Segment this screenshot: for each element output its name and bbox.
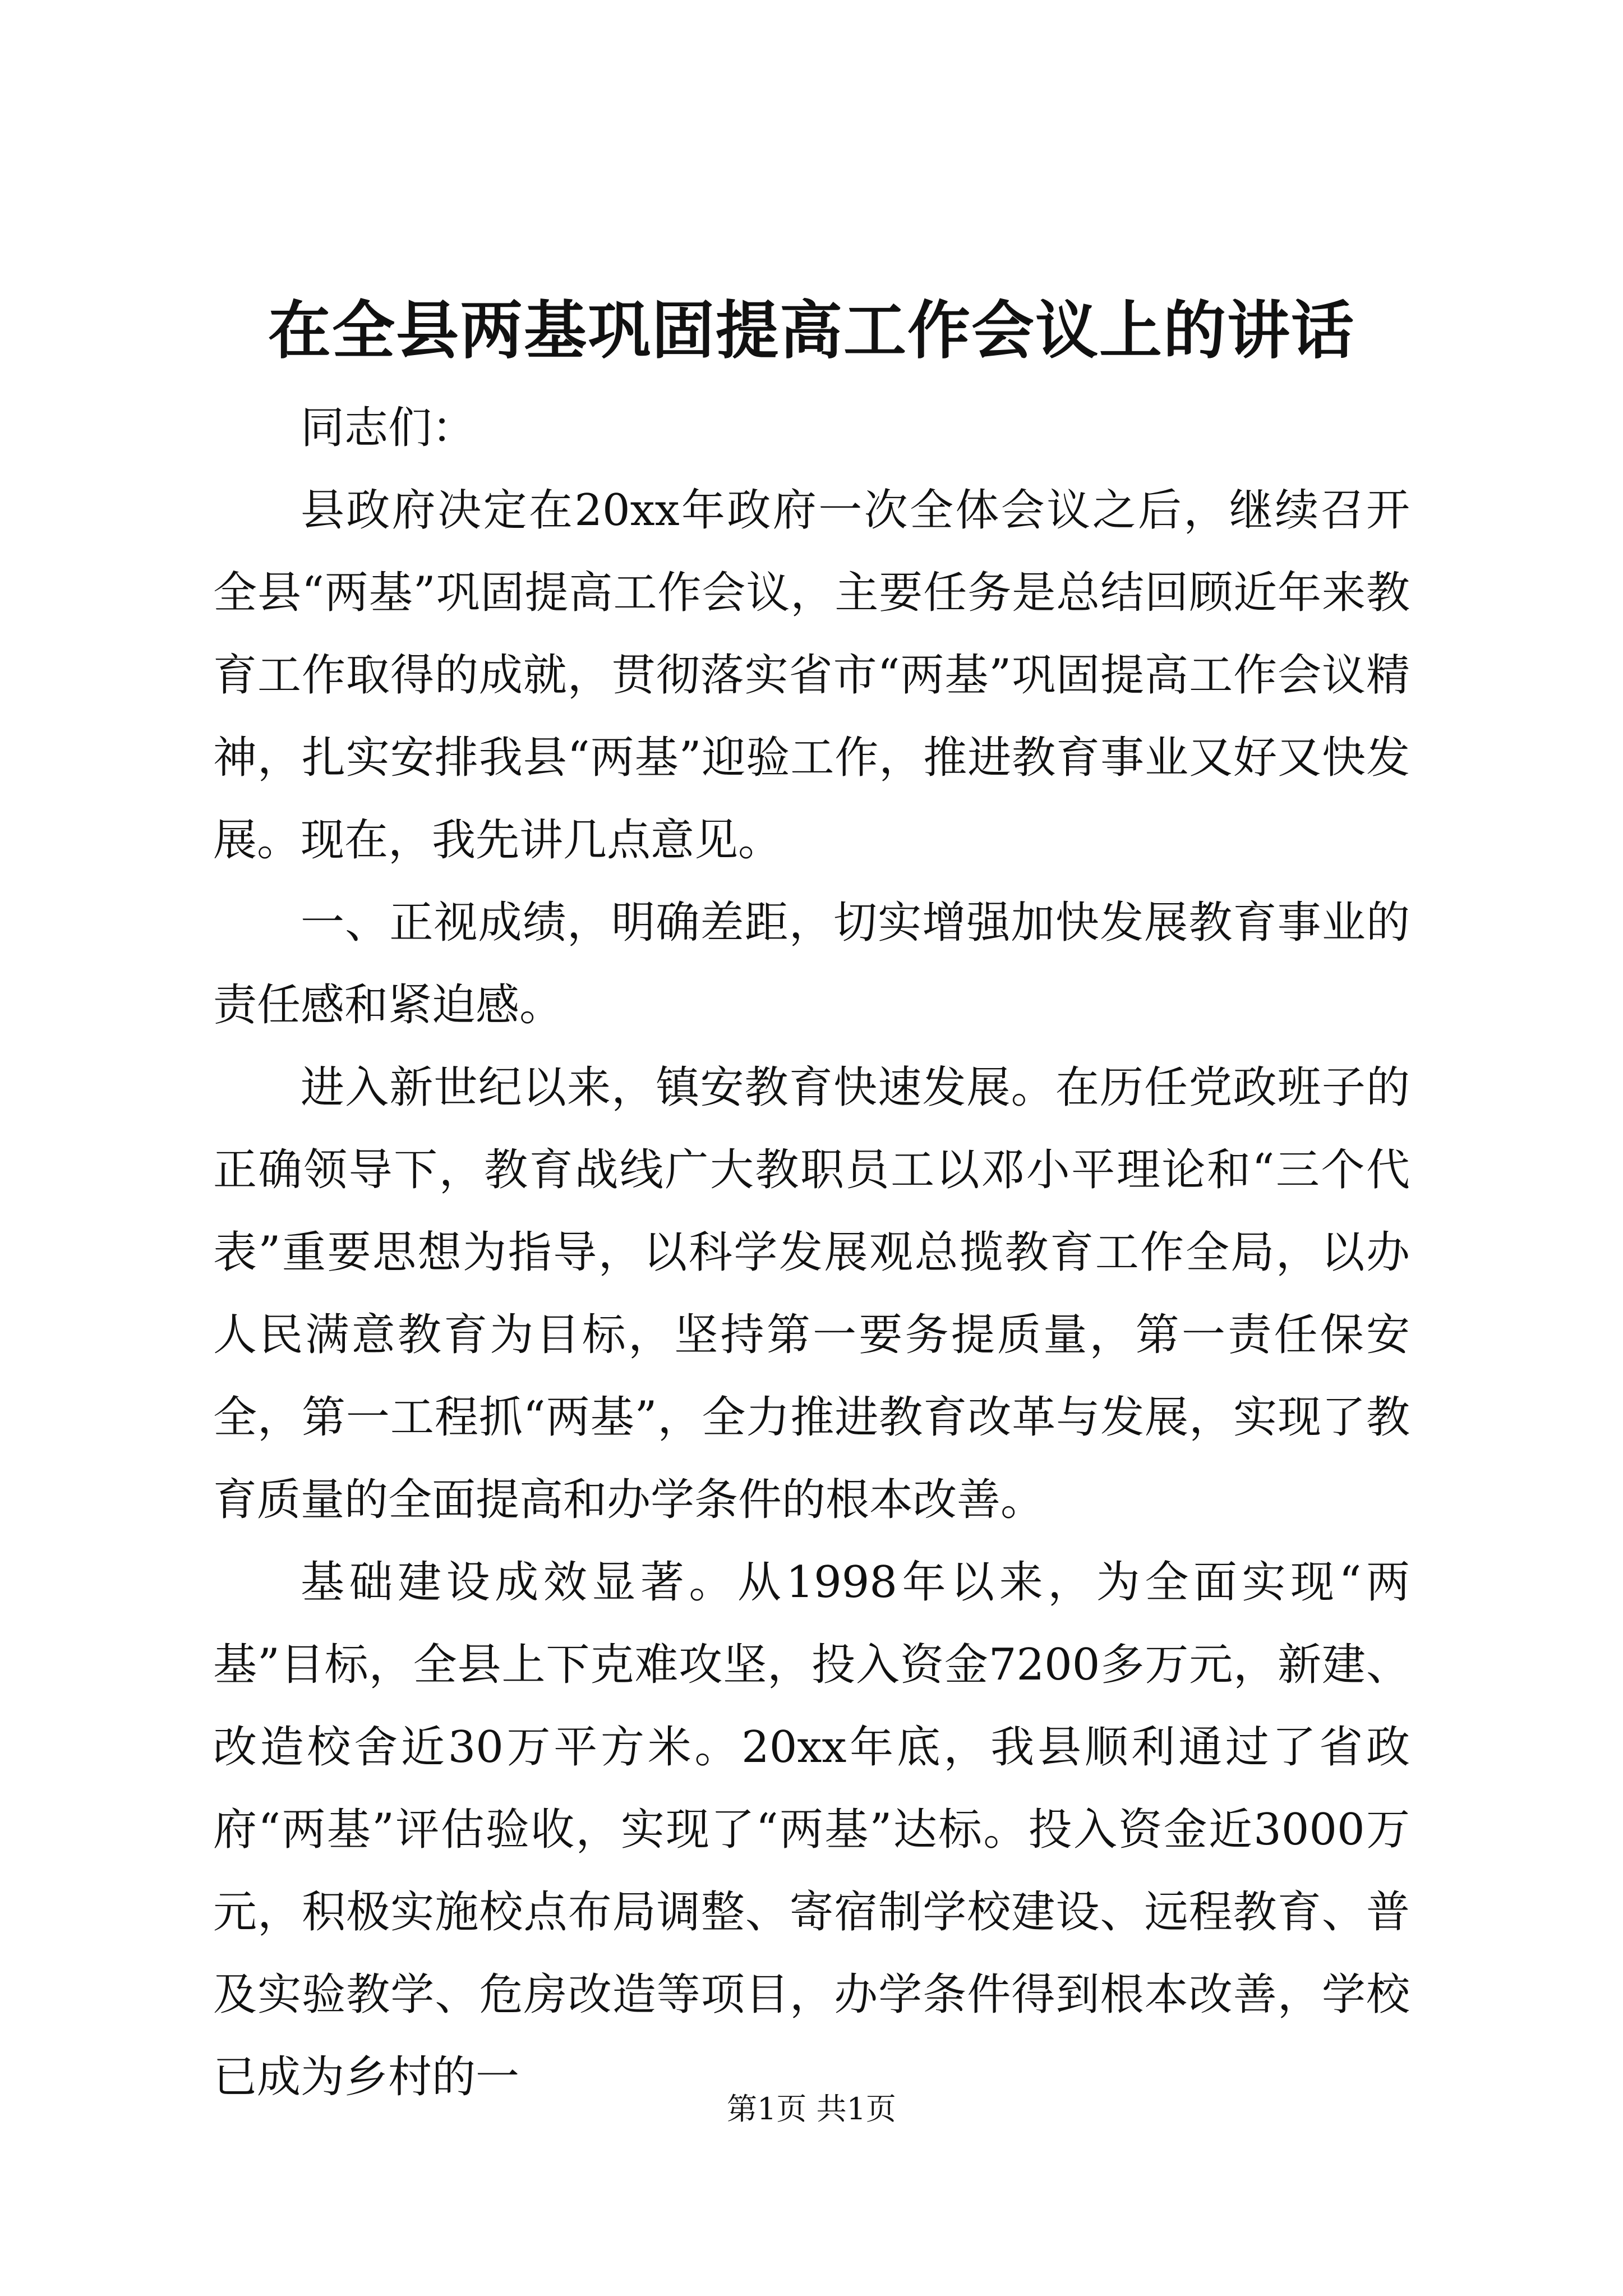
intro-paragraph: 县政府决定在20xx年政府一次全体会议之后，继续召开全县“两基”巩固提高工作会议，主要任务是总结回顾近年来教育工作取得的成就，贯彻落实省市“两基”巩固提高工作会议精神，扎实安排我县“两基”迎验工作，推进教育事业又好又快发展。现在，我先讲几点意见。	[213, 485, 1410, 866]
document-title: 在全县两基巩固提高工作会议上的讲话	[268, 294, 1355, 367]
infrastructure-paragraph: 基础建设成效显著。从1998年以来，为全面实现“两基”目标，全县上下克难攻坚，投入资金7200多万元，新建、改造校舍近30万平方米。20xx年底，我县顺利通过了省政府“两基”评估验收，实现了“两基”达标。投入资金近3000万元，积极实施校点布局调整、寄宿制学校建设、远程教育、普及实验教学、危房改造等项目，办学条件得到根本改善，学校已成为乡村的一	[213, 1557, 1410, 2102]
section-heading-paragraph: 一、正视成绩，明确差距，切实增强加快发展教育事业的责任感和紧迫感。	[213, 898, 1410, 1030]
salutation-paragraph: 同志们：	[301, 403, 476, 453]
achievements-paragraph: 进入新世纪以来，镇安教育快速发展。在历任党政班子的正确领导下，教育战线广大教职员工以邓小平理论和“三个代表”重要思想为指导，以科学发展观总揽教育工作全局，以办人民满意教育为目标，坚持第一要务提质量，第一责任保安全，第一工程抓“两基”，全力推进教育改革与发展，实现了教育质量的全面提高和办学条件的根本改善。	[213, 1062, 1410, 1525]
document-body	[213, 387, 1410, 2119]
page-number-footer: 第1页 共1页	[727, 2091, 896, 2127]
